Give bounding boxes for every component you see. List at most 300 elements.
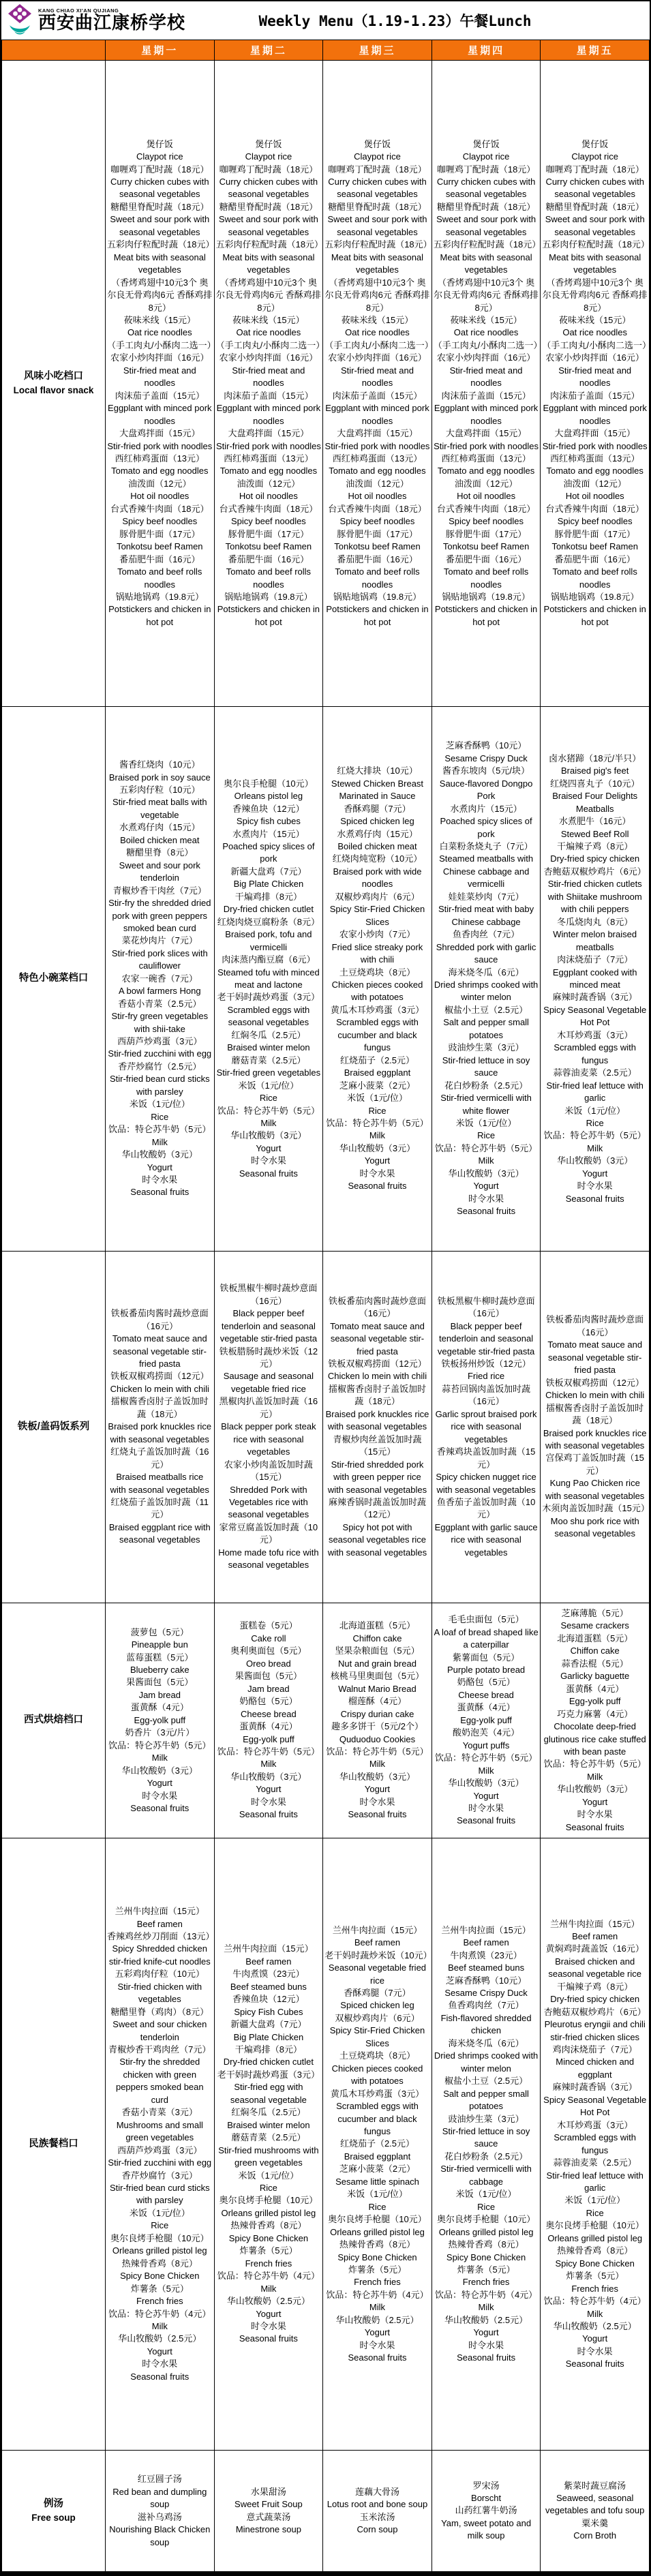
- menu-item-line: 红烧四喜丸子（10元）: [549, 778, 640, 789]
- menu-item-line: 饮品：特仑苏牛奶（4元）: [326, 2289, 429, 2300]
- menu-item-line: Potstickers and chicken in hot pot: [543, 604, 646, 627]
- menu-item-line: 干煸辣子鸡（8元）: [557, 1981, 633, 1992]
- menu-item-line: 时令水果: [142, 2359, 178, 2369]
- menu-item-line: 铁板黑椒牛柳时蔬炒意面（16元）: [437, 1295, 535, 1319]
- menu-item-line: Poached spicy slices of pork: [222, 841, 315, 864]
- menu-item-line: Big Plate Chicken: [233, 2031, 304, 2042]
- menu-item-line: Yogurt: [364, 2327, 391, 2338]
- menu-item-line: Potstickers and chicken in hot pot: [108, 604, 211, 627]
- menu-item-line: 奥尔良烤手枪腿（10元）: [110, 2232, 209, 2243]
- row-label-zh: 铁板/盖码饭系列: [17, 1421, 90, 1432]
- menu-item-line: Yogurt: [147, 1162, 172, 1172]
- menu-item-line: Milk: [587, 2308, 603, 2319]
- menu-item-line: Meat bits with seasonal vegetables: [549, 252, 641, 275]
- menu-item-line: 糖醋里脊配时蔬（18元）: [545, 201, 644, 212]
- menu-item-line: 咖喱鸡丁配时蔬（18元）: [328, 164, 427, 175]
- menu-item-line: Milk: [478, 1155, 494, 1166]
- menu-item-line: 土豆烧鸡块（8元）: [339, 2050, 416, 2061]
- menu-item-line: Orleans grilled pistol leg: [438, 2226, 534, 2237]
- menu-item-line: 饮品：特仑苏牛奶（5元）: [217, 1746, 320, 1757]
- menu-item-line: Chicken pieces cooked with potatoes: [331, 980, 423, 1003]
- menu-item-line: Sweet and sour pork with seasonal vegetables: [545, 214, 645, 237]
- menu-item-line: Seasonal fruits: [348, 1181, 407, 1192]
- menu-item-line: French fries: [136, 2296, 183, 2307]
- menu-item-line: 铁板番茄肉酱时蔬炒意面（16元）: [546, 1314, 644, 1337]
- menu-item-line: Sweet and sour pork with seasonal vegetables: [218, 214, 318, 237]
- menu-item-line: 水煮肥牛（16元）: [558, 816, 631, 827]
- menu-item-line: 肉沫茄子盖面（15元）: [441, 390, 531, 401]
- menu-item-line: Milk: [151, 1753, 168, 1763]
- menu-item-line: 紫薯面包（5元）: [452, 1652, 520, 1663]
- menu-item-line: Chiffon cake: [570, 1646, 620, 1656]
- menu-item-line: 青椒炒香干鸡肉丝（7元）: [108, 2044, 211, 2055]
- menu-item-line: 北海道蛋糕（5元）: [557, 1633, 633, 1643]
- menu-table: [1, 40, 650, 2572]
- menu-item-line: Tomato and beef rolls noodles: [226, 566, 312, 590]
- menu-item-line: 趣多多饼干（5元/2个）: [331, 1721, 424, 1732]
- menu-cell-teppan-rice-series-day1: [106, 1252, 215, 1603]
- menu-item-line: Yogurt: [582, 1168, 608, 1179]
- menu-item-line: Braised winter melon: [227, 2119, 310, 2130]
- menu-item-line: Sweet and sour pork tenderloin: [119, 860, 200, 883]
- menu-item-line: Milk: [587, 1771, 603, 1782]
- menu-item-line: Stir-fried lettuce in soy sauce: [442, 1055, 530, 1078]
- menu-item-line: 糖醋里脊（8元）: [126, 847, 194, 858]
- menu-item-line: 红烧丸子盖饭加时蔬（16元）: [110, 1446, 209, 1470]
- menu-item-line: Curry chicken cubes with seasonal vegetables: [110, 177, 209, 200]
- menu-item-line: Salt and pepper small potatoes: [443, 1017, 529, 1040]
- menu-item-line: Hot oil noodles: [565, 491, 624, 502]
- menu-item-line: 水煮鸡仔肉（15元）: [337, 828, 418, 839]
- menu-item-line: Stir-fried pork with noodles: [324, 440, 430, 451]
- menu-item-line: 热辣骨香鸡（8元）: [339, 2239, 416, 2250]
- menu-item-line: Braised pig's feet: [561, 766, 629, 776]
- menu-item-line: 蓝莓蛋糕（5元）: [126, 1652, 194, 1663]
- menu-item-line: 肉沫茄子盖面（15元）: [115, 390, 205, 401]
- menu-item-line: Seasonal fruits: [239, 1809, 298, 1820]
- menu-item-line: 西红柿鸡蛋面（13元）: [224, 453, 314, 464]
- menu-item-line: Cheese bread: [458, 1689, 514, 1700]
- menu-item-line: 铁板双椒鸡捞面（12元）: [328, 1359, 427, 1369]
- menu-item-line: Chicken pieces cooked with potatoes: [331, 2063, 423, 2087]
- menu-item-line: 肉沫茄子盖面（15元）: [224, 390, 314, 401]
- menu-item-line: 时令水果: [142, 1790, 178, 1801]
- menu-item-line: 铁板腊肠时蔬炒米饭（12元）: [219, 1346, 318, 1369]
- menu-item-line: 香菇小青菜（2.5元）: [118, 998, 202, 1009]
- menu-item-line: 咖喱鸡丁配时蔬（18元）: [545, 164, 644, 175]
- menu-item-line: 油泼面（12元）: [128, 478, 192, 489]
- menu-item-line: Orleans grilled pistol leg: [547, 2232, 643, 2243]
- menu-item-line: 时令水果: [577, 1181, 613, 1192]
- menu-item-line: Home made tofu rice with seasonal vegetables: [218, 1547, 319, 1571]
- menu-item-line: A loaf of bread shaped like a caterpillar: [434, 1626, 539, 1650]
- menu-cell-special-small-bowl-day3: [323, 707, 432, 1252]
- menu-item-line: 大盘鸡拌面（15元）: [119, 428, 200, 439]
- day-header-2: 星期二: [214, 40, 323, 61]
- menu-item-line: 华山牧酸奶（2.5元）: [553, 2321, 637, 2331]
- menu-item-line: Orleans grilled pistol leg: [330, 2226, 425, 2237]
- menu-item-line: Spicy hot pot with seasonal vegetables rice with seasonal vegetables: [327, 1521, 427, 1558]
- menu-item-line: Potstickers and chicken in hot pot: [434, 604, 538, 627]
- menu-item-line: 米饭（1元/位）: [129, 2207, 190, 2218]
- menu-item-line: Pleurotus eryngii and chili stir-fried chicken slices: [544, 2019, 646, 2042]
- menu-item-line: 饮品：特仑苏牛奶（5元）: [434, 1753, 538, 1763]
- menu-item-line: Fried rice: [467, 1371, 505, 1382]
- menu-item-line: 香辣鸡丝炒刀削面（13元）: [107, 1930, 215, 1941]
- menu-item-line: 蘑菇青菜（2.5元）: [231, 1055, 306, 1065]
- menu-item-line: Milk: [260, 1759, 277, 1770]
- menu-item-line: 黄瓜木耳炒鸡蛋（3元）: [330, 1004, 425, 1015]
- menu-item-line: Stir-fry the shredded dried pork with green peppers smoked bean curd: [108, 898, 211, 933]
- menu-item-line: Corn Broth: [573, 2530, 617, 2541]
- menu-item-line: 麻辣时蔬香锅（3元）: [552, 992, 637, 1003]
- menu-item-line: 奥尔良烤手枪腿（10元）: [328, 2214, 427, 2225]
- menu-item-line: Stir-fried green vegetables: [216, 1067, 321, 1078]
- menu-item-line: 农家小炒肉拌面（16元）: [219, 352, 318, 363]
- menu-item-line: Yogurt: [473, 1790, 499, 1801]
- menu-item-line: Scrambled eggs with cucumber and black fungus: [336, 1017, 419, 1053]
- row-label-zh: 西式烘焙档口: [24, 1714, 83, 1726]
- menu-cell-local-flavor-snack-day5: [541, 61, 650, 707]
- menu-item-line: 木耳炒鸡蛋（3元）: [557, 2119, 633, 2130]
- menu-item-line: Spicy Stir-Fried Chicken Slices: [329, 904, 425, 927]
- menu-item-line: Crispy durian cake: [340, 1708, 414, 1719]
- menu-item-line: 饮品：特仑苏牛奶（4元）: [217, 2271, 320, 2282]
- row-label-en: Local flavor snack: [13, 385, 94, 396]
- menu-item-line: Braised eggplant rice with seasonal vegetables: [108, 1521, 211, 1545]
- menu-item-line: Sauce-flavored Dongpo Pork: [439, 778, 533, 802]
- menu-item-line: 兰州牛肉拉面（15元）: [115, 1906, 205, 1917]
- menu-item-line: Stir-fried leaf lettuce with garlic: [546, 2170, 644, 2194]
- menu-item-line: Shredded pork with garlic sauce: [436, 941, 536, 965]
- menu-item-line: Oreo bread: [246, 1658, 291, 1669]
- menu-item-line: 蛋黄酥（4元）: [130, 1702, 189, 1713]
- menu-item-line: Yogurt puffs: [462, 1740, 510, 1751]
- menu-item-line: 米饭（1元/位）: [564, 2195, 626, 2206]
- menu-item-line: 咖喱鸡丁配时蔬（18元）: [436, 164, 536, 175]
- menu-item-line: 干煸鸡排（8元）: [234, 2044, 302, 2055]
- menu-item-line: 米饭（1元/位）: [347, 1093, 408, 1104]
- menu-item-line: Chicken lo mein with chili: [327, 1371, 427, 1382]
- menu-item-line: 鱼香鸡肉丝（7元）: [448, 2000, 524, 2011]
- menu-item-line: Tonkotsu beef Ramen: [551, 541, 638, 552]
- school-logo: [5, 3, 185, 37]
- menu-item-line: Curry chicken cubes with seasonal vegetables: [545, 177, 644, 200]
- menu-item-line: Tonkotsu beef Ramen: [334, 541, 421, 552]
- menu-item-line: 卤水猪蹄（18元/半只）: [549, 753, 641, 763]
- row-label-western-bakery: [2, 1603, 106, 1838]
- menu-item-line: Eggplant cooked with minced meat: [552, 967, 637, 990]
- menu-item-line: Steamed meatballs with Chinese cabbage and vermicelli: [439, 853, 534, 890]
- menu-item-line: Braised chicken and seasonal vegetable rice: [548, 1956, 641, 1980]
- menu-item-line: 农家小炒肉（7元）: [339, 929, 416, 940]
- menu-item-line: Stir-fried meat and noodles: [341, 365, 414, 389]
- menu-item-line: Orleans grilled pistol leg: [221, 2207, 316, 2218]
- menu-item-line: Meat bits with seasonal vegetables: [113, 252, 206, 275]
- menu-item-line: 锅贴地锅鸡（19.8元）: [442, 591, 530, 602]
- menu-item-line: 香芹炒腐竹（3元）: [121, 2170, 198, 2181]
- menu-item-line: 番茄肥牛面（16元）: [119, 554, 200, 564]
- menu-item-line: 农家一碗香（7元）: [121, 973, 198, 984]
- row-label-ethnic-food: [2, 1838, 106, 2451]
- menu-item-line: 红烧茄子（2.5元）: [339, 1055, 415, 1065]
- menu-item-line: 肉沫茄子盖面（15元）: [549, 390, 640, 401]
- menu-item-line: Braised pork knuckles rice with seasonal vegetables: [325, 1408, 429, 1432]
- menu-body: [2, 61, 650, 2572]
- menu-item-line: Spicy beef noodles: [449, 516, 524, 527]
- menu-cell-local-flavor-snack-day2: [214, 61, 323, 707]
- menu-item-line: Cheese bread: [241, 1708, 297, 1719]
- menu-item-line: 奶酪包（5元）: [457, 1677, 515, 1688]
- menu-item-line: Walnut Mario Bread: [338, 1683, 417, 1694]
- menu-item-line: 锅贴地锅鸡（19.8元）: [551, 591, 639, 602]
- menu-item-line: Scrambled eggs with cucumber and black fungus: [336, 2101, 419, 2136]
- menu-item-line: 西葫芦炒鸡蛋（3元）: [117, 2145, 202, 2155]
- menu-item-line: Stir-fry green vegetables with shii-take: [111, 1011, 209, 1034]
- menu-item-line: 老干妈时蔬炒鸡蛋（3元）: [217, 992, 320, 1003]
- menu-item-line: Milk: [587, 1142, 603, 1153]
- menu-cell-western-bakery-day5: [541, 1603, 650, 1838]
- menu-item-line: 香菇小青菜（3元）: [121, 2107, 198, 2118]
- menu-item-line: 牛肉煮馍（23元）: [450, 1950, 522, 1960]
- menu-item-line: French fries: [245, 2258, 292, 2269]
- menu-item-line: 糖醋里脊配时蔬（18元）: [328, 201, 427, 212]
- menu-item-line: French fries: [354, 2277, 401, 2288]
- menu-item-line: Beef steamed buns: [448, 1963, 525, 1973]
- menu-item-line: （香烤鸡翅中10元3个 奥尔良无骨鸡肉6元 香酥鸡排8元）: [434, 277, 539, 313]
- menu-item-line: Seasonal fruits: [565, 1193, 624, 1204]
- menu-item-line: Spicy Stir-Fried Chicken Slices: [329, 2025, 425, 2048]
- menu-item-line: 大盘鸡拌面（15元）: [554, 428, 635, 439]
- menu-item-line: 红烧肉烧豆腐粉条（8元）: [217, 916, 320, 927]
- menu-item-line: Eggplant with minced pork noodles: [325, 403, 429, 426]
- menu-item-line: 台式香辣牛肉面（18元）: [436, 503, 536, 514]
- menu-item-line: 老干妈时蔬炒米饭（10元）: [324, 1950, 432, 1960]
- menu-item-line: Minced chicken and eggplant: [556, 2057, 635, 2080]
- menu-item-line: Hot oil noodles: [457, 491, 516, 502]
- menu-item-line: 铁板扬州炒饭（12元）: [441, 1359, 531, 1369]
- menu-item-line: Seasonal vegetable fried rice: [328, 1963, 427, 1986]
- menu-item-line: Garlic sprout braised pork rice with seasonal vegetables: [435, 1408, 537, 1444]
- menu-item-line: 麻辣时蔬香锅（3元）: [552, 2082, 637, 2093]
- menu-item-line: Claypot rice: [245, 151, 292, 162]
- menu-item-line: Oat rice noodles: [345, 327, 410, 338]
- menu-cell-ethnic-food-day2: [214, 1838, 323, 2451]
- menu-cell-ethnic-food-day1: [106, 1838, 215, 2451]
- menu-item-line: Stewed Beef Roll: [560, 828, 629, 839]
- menu-item-line: Seasonal fruits: [130, 1187, 190, 1198]
- menu-item-line: Shredded Pork with Vegetables rice with seasonal vegetables: [228, 1484, 309, 1520]
- menu-item-line: Yogurt: [256, 1142, 282, 1153]
- menu-item-line: 蒜香法棍（5元）: [561, 1658, 629, 1669]
- menu-item-line: Yogurt: [364, 1784, 391, 1795]
- menu-item-line: 娃娃菜炒肉（7元）: [448, 891, 524, 902]
- menu-item-line: Jam bread: [138, 1689, 181, 1700]
- menu-item-line: Beef steamed buns: [230, 1981, 307, 1992]
- menu-item-line: 时令水果: [577, 2346, 613, 2357]
- menu-item-line: 时令水果: [250, 2321, 286, 2331]
- menu-item-line: 番茄肥牛面（16元）: [228, 554, 309, 564]
- menu-item-line: Braised eggplant: [344, 1067, 411, 1078]
- menu-cell-free-soup-day2: [214, 2451, 323, 2572]
- menu-item-line: Milk: [369, 1130, 386, 1141]
- day-header-5: 星期五: [541, 40, 650, 61]
- menu-item-line: Rice: [586, 2207, 604, 2218]
- menu-item-line: 炸薯条（5元）: [566, 2271, 624, 2282]
- menu-item-line: Seasonal fruits: [457, 2352, 516, 2363]
- menu-cell-special-small-bowl-day1: [106, 707, 215, 1252]
- menu-item-line: Jam bread: [247, 1683, 290, 1694]
- menu-item-line: Tomato meat sauce and seasonal vegetable stir-fried pasta: [112, 1333, 207, 1369]
- menu-item-line: Seasonal fruits: [130, 1803, 190, 1814]
- menu-item-line: Seasonal fruits: [348, 2352, 407, 2363]
- menu-item-line: Meat bits with seasonal vegetables: [440, 252, 532, 275]
- menu-item-line: 坚果杂粮面包（5元）: [335, 1646, 420, 1656]
- menu-item-line: 大盘鸡拌面（15元）: [337, 428, 418, 439]
- menu-item-line: Milk: [369, 2302, 386, 2313]
- menu-item-line: 奶酪包（5元）: [239, 1696, 298, 1707]
- menu-item-line: 红豆圆子汤: [137, 2474, 182, 2485]
- menu-item-line: 菠萝包（5元）: [130, 1626, 189, 1637]
- menu-cell-ethnic-food-day4: [432, 1838, 541, 2451]
- menu-item-line: A bowl farmers Hong: [118, 986, 201, 997]
- menu-item-line: 肉沫茄子盖面（15元）: [332, 390, 423, 401]
- menu-item-line: Stir-fried leaf lettuce with garlic: [546, 1080, 644, 1104]
- menu-item-line: 铁板黑椒牛柳时蔬炒意面（16元）: [219, 1283, 318, 1306]
- menu-item-line: 奥利奥面包（5元）: [230, 1646, 307, 1656]
- menu-item-line: Eggplant with garlic sauce rice with seasonal vegetables: [434, 1521, 538, 1558]
- menu-item-line: Stir-fried meat and noodles: [123, 365, 196, 389]
- menu-item-line: 番茄肥牛面（16元）: [554, 554, 635, 564]
- menu-item-line: Spicy fish cubes: [236, 816, 301, 827]
- menu-item-line: 时令水果: [250, 1155, 286, 1166]
- menu-item-line: Sesame crackers: [560, 1620, 629, 1631]
- menu-item-line: 饮品：特仑苏牛奶（5元）: [543, 1759, 646, 1770]
- menu-item-line: Chicken lo mein with chili: [545, 1390, 645, 1401]
- menu-item-line: Stir-fried lettuce in soy sauce: [442, 2125, 530, 2149]
- menu-item-line: 芝麻小菠菜（2元）: [339, 1080, 416, 1091]
- menu-item-line: Seaweed, seasonal vegetables and tofu soup: [545, 2492, 645, 2516]
- menu-item-line: Cake roll: [251, 1633, 286, 1643]
- menu-item-line: 热辣骨香鸡（8元）: [121, 2258, 198, 2269]
- menu-item-line: 水果甜汤: [250, 2486, 286, 2497]
- menu-item-line: Red bean and dumpling soup: [112, 2486, 207, 2510]
- menu-item-line: 杏鲍菇双椒炒鸡片（6元）: [543, 866, 646, 877]
- menu-item-line: Beef ramen: [572, 1930, 618, 1941]
- menu-item-line: 青椒炒肉丝盖饭加时蔬（15元）: [333, 1434, 422, 1457]
- menu-item-line: Black pepper beef tenderloin and seasonal vegetable stir-fried pasta: [219, 1308, 318, 1344]
- menu-cell-special-small-bowl-day5: [541, 707, 650, 1252]
- menu-item-line: 红焖冬瓜（2.5元）: [231, 1029, 306, 1040]
- menu-item-line: 华山牧酸奶（2.5元）: [444, 2314, 528, 2325]
- menu-item-line: 奥尔良烤手枪腿（10元）: [545, 2220, 644, 2231]
- menu-cell-ethnic-food-day3: [323, 1838, 432, 2451]
- menu-item-line: 鱼香茄子盖饭加时蔬（10元）: [436, 1496, 536, 1520]
- menu-item-line: Rice: [586, 1117, 604, 1128]
- menu-item-line: 巧克力麻薯（4元）: [557, 1708, 633, 1719]
- menu-item-line: 干煸辣子鸡（8元）: [557, 841, 633, 852]
- menu-item-line: Rice: [151, 2220, 169, 2231]
- menu-item-line: 时令水果: [468, 1193, 504, 1204]
- menu-item-line: 煲仔饭: [363, 138, 391, 149]
- menu-item-line: 饮品：特仑苏牛奶（5元）: [326, 1117, 429, 1128]
- menu-item-line: 煲仔饭: [255, 138, 282, 149]
- menu-item-line: Braised pork, tofu and vermicelli: [225, 929, 312, 952]
- menu-item-line: Tomato and beef rolls noodles: [335, 566, 420, 590]
- menu-item-line: Pineapple bun: [131, 1639, 188, 1650]
- menu-item-line: Milk: [369, 1759, 386, 1770]
- menu-item-line: 饮品：特仑苏牛奶（5元）: [108, 1124, 211, 1135]
- menu-item-line: 豉油炒生菜（3元）: [448, 1042, 524, 1053]
- menu-item-line: 华山牧酸奶（3元）: [448, 1778, 524, 1789]
- menu-item-line: 老干妈时蔬炒鸡蛋（3元）: [217, 2069, 320, 2080]
- menu-item-line: Stir-fried pork slices with cauliflower: [111, 948, 208, 971]
- menu-item-line: Yogurt: [473, 2327, 499, 2338]
- menu-item-line: Egg-yolk puff: [569, 1696, 621, 1707]
- menu-item-line: 锅贴地锅鸡（19.8元）: [224, 591, 313, 602]
- menu-item-line: 酱香东坡肉（5元/块）: [442, 766, 530, 776]
- row-label-zh: 例汤: [44, 2498, 63, 2509]
- menu-item-line: Fried slice streaky pork with chili: [331, 941, 423, 965]
- menu-item-line: French fries: [571, 2283, 618, 2294]
- menu-item-line: 双椒炒鸡肉片（6元）: [335, 891, 420, 902]
- menu-item-line: 咖喱鸡丁配时蔬（18元）: [219, 164, 318, 175]
- menu-item-line: （香烤鸡翅中10元3个 奥尔良无骨鸡肉6元 香酥鸡排8元）: [324, 277, 430, 313]
- menu-item-line: Stir-fried meat with baby Chinese cabbage: [438, 904, 534, 927]
- menu-item-line: 大盘鸡拌面（15元）: [228, 428, 309, 439]
- menu-item-line: 海米烧冬瓜（6元）: [448, 2037, 524, 2048]
- menu-item-line: Spicy beef noodles: [122, 516, 198, 527]
- menu-item-line: 糖醋里脊配时蔬（18元）: [110, 201, 209, 212]
- menu-item-line: Rice: [259, 1093, 277, 1104]
- row-label-en: Free soup: [31, 2513, 76, 2524]
- menu-item-line: Yogurt: [147, 2346, 172, 2357]
- menu-item-line: 蒜蓉油麦菜（2.5元）: [553, 1067, 637, 1078]
- menu-item-line: Nourishing Black Chicken soup: [109, 2524, 211, 2547]
- menu-item-line: 香酥鸡腿（7元）: [344, 803, 411, 814]
- menu-item-line: Spicy beef noodles: [230, 516, 306, 527]
- menu-item-line: Dry-fried spicy chicken: [550, 1994, 640, 2005]
- menu-item-line: 华山牧酸奶（3元）: [230, 1771, 307, 1782]
- menu-item-line: 玉米浓汤: [359, 2511, 395, 2522]
- menu-item-line: 水煮肉片（15元）: [450, 803, 522, 814]
- menu-item-line: Meat bits with seasonal vegetables: [331, 252, 424, 275]
- menu-item-line: 五彩肉仔粒配时蔬（18元）: [215, 239, 324, 250]
- menu-item-line: 奥尔良烤手枪腿（10元）: [436, 2214, 536, 2225]
- menu-row-western-bakery: [2, 1603, 650, 1838]
- menu-item-line: Tomato and egg noodles: [437, 466, 535, 476]
- menu-item-line: 豚骨肥牛面（17元）: [554, 528, 635, 539]
- menu-item-line: Yogurt: [582, 2333, 608, 2344]
- menu-item-line: Dry-fried chicken cutlet: [223, 904, 314, 915]
- menu-item-line: Potstickers and chicken in hot pot: [217, 604, 320, 627]
- menu-item-line: 莲藕大骨汤: [354, 2486, 399, 2497]
- menu-cell-free-soup-day4: [432, 2451, 541, 2572]
- menu-item-line: Eggplant with minced pork noodles: [108, 403, 212, 426]
- menu-item-line: Claypot rice: [571, 151, 618, 162]
- menu-item-line: 蛋黄酥（4元）: [457, 1702, 515, 1713]
- menu-item-line: Braised meatballs rice with seasonal vegetables: [110, 1472, 209, 1495]
- menu-item-line: 西红柿鸡蛋面（13元）: [115, 453, 205, 464]
- row-label-zh: 特色小碗菜档口: [18, 973, 89, 984]
- menu-item-line: Meat bits with seasonal vegetables: [222, 252, 315, 275]
- menu-item-line: Eggplant with minced pork noodles: [543, 403, 647, 426]
- menu-item-line: 华山牧酸奶（2.5元）: [226, 2296, 310, 2307]
- menu-item-line: Orleans pistol leg: [234, 791, 303, 802]
- menu-item-line: Stir-fried chicken with vegetables: [117, 1981, 202, 2005]
- menu-item-line: 时令水果: [359, 1168, 395, 1179]
- menu-item-line: 糖醋里脊配时蔬（18元）: [436, 201, 536, 212]
